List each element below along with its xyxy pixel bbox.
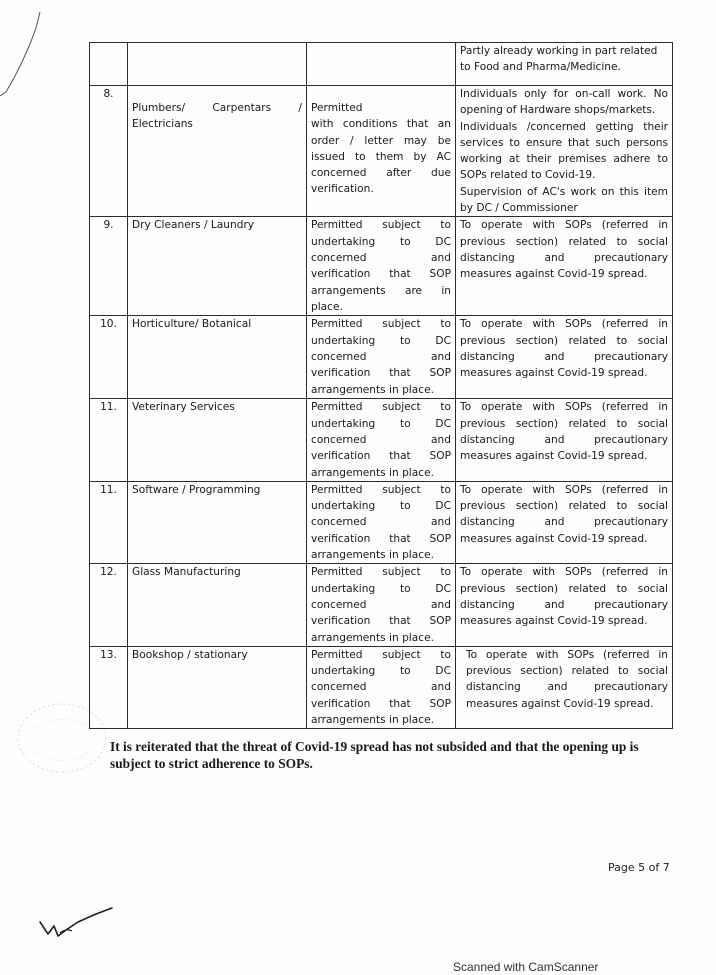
row-number: 13. <box>90 646 128 728</box>
status-line: with conditions that an order / letter may be issued to them by AC concerned after due verification. <box>311 118 451 196</box>
remarks-line: Individuals /concerned getting their services to ensure that such persons working at their premises adhere to SOPs related to Covid-19. <box>460 120 668 182</box>
remarks-cell <box>456 86 673 217</box>
remarks-cell <box>456 564 673 646</box>
remarks-cell <box>456 399 673 481</box>
activity-cell <box>128 43 307 86</box>
table-row <box>90 481 673 563</box>
row-number <box>90 43 128 86</box>
activity-cell: Veterinary Services <box>128 399 307 481</box>
remarks-line: Partly already working in part related <box>460 45 658 57</box>
scanner-watermark: Scanned with CamScanner <box>453 960 599 974</box>
remarks-line: To operate with SOPs (referred in previous section) related to social distancing and precautionary measures against Covid-19 spread. <box>460 566 668 628</box>
status-cell <box>307 646 456 728</box>
status-cell <box>307 481 456 563</box>
status-line: Permitted subject to undertaking to DC concerned and verification that SOP arrangements in place. <box>311 401 451 479</box>
activity-cell: Software / Programming <box>128 481 307 563</box>
remarks-cell <box>456 316 673 399</box>
activity-cell: Plumbers/ Carpentars / Electricians <box>128 86 307 217</box>
status-cell <box>307 564 456 646</box>
remarks-cell <box>456 646 673 728</box>
table-row <box>90 43 673 86</box>
activity-cell: Horticulture/ Botanical <box>128 316 307 399</box>
table-row <box>90 86 673 217</box>
status-cell <box>307 399 456 481</box>
sop-table-body <box>90 43 673 729</box>
row-number: 12. <box>90 564 128 646</box>
row-number: 11. <box>90 481 128 563</box>
remarks-line: To operate with SOPs (referred in previous section) related to social distancing and precautionary measures against Covid-19 spread. <box>460 401 668 463</box>
status-line: Permitted subject to undertaking to DC concerned and verification that SOP arrangements are in place. <box>311 219 451 313</box>
closing-note: It is reiterated that the threat of Covid-19 spread has not subsided and that the opening up is subject to strict adherence to SOPs. <box>110 739 639 771</box>
status-line: Permitted <box>311 102 363 114</box>
status-line: Permitted subject to undertaking to DC concerned and verification that SOP arrangements in place. <box>311 566 451 644</box>
remarks-cell <box>456 481 673 563</box>
status-cell <box>307 43 456 86</box>
remarks-line: Individuals only for on-call work. No opening of Hardware shops/markets. <box>460 88 668 117</box>
page-number: Page 5 of 7 <box>608 861 670 874</box>
status-cell <box>307 316 456 399</box>
sop-table <box>89 42 673 729</box>
activity-cell: Dry Cleaners / Laundry <box>128 217 307 316</box>
remarks-cell <box>456 217 673 316</box>
status-cell <box>307 86 456 217</box>
row-number: 10. <box>90 316 128 399</box>
row-number: 11. <box>90 399 128 481</box>
row-number: 9. <box>90 217 128 316</box>
status-line: Permitted subject to undertaking to DC concerned and verification that SOP arrangements in place. <box>311 318 451 396</box>
remarks-line: To operate with SOPs (referred in previous section) related to social distancing and precautionary measures against Covid-19 spread. <box>466 648 668 710</box>
remarks-line: Supervision of AC's work on this item by DC / Commissioner <box>460 185 668 215</box>
status-line: Permitted subject to undertaking to DC concerned and verification that SOP arrangements in place. <box>311 483 451 562</box>
table-row <box>90 564 673 646</box>
table-row <box>90 646 673 728</box>
table-row <box>90 217 673 316</box>
status-line: Permitted subject to undertaking to DC concerned and verification that SOP arrangements in place. <box>311 648 451 727</box>
status-cell <box>307 217 456 316</box>
remarks-line: to Food and Pharma/Medicine. <box>460 61 621 74</box>
table-row <box>90 316 673 399</box>
remarks-line: To operate with SOPs (referred in previous section) related to social distancing and precautionary measures against Covid-19 spread. <box>460 483 668 545</box>
activity-cell: Bookshop / stationary <box>128 646 307 728</box>
table-row <box>90 399 673 481</box>
activity-cell: Glass Manufacturing <box>128 564 307 646</box>
row-number: 8. <box>90 86 128 217</box>
remarks-cell <box>456 43 673 86</box>
remarks-line: To operate with SOPs (referred in previous section) related to social distancing and precautionary measures against Covid-19 spread. <box>460 318 668 380</box>
remarks-line: To operate with SOPs (referred in previous section) related to social distancing and precautionary measures against Covid-19 spread. <box>460 219 668 281</box>
